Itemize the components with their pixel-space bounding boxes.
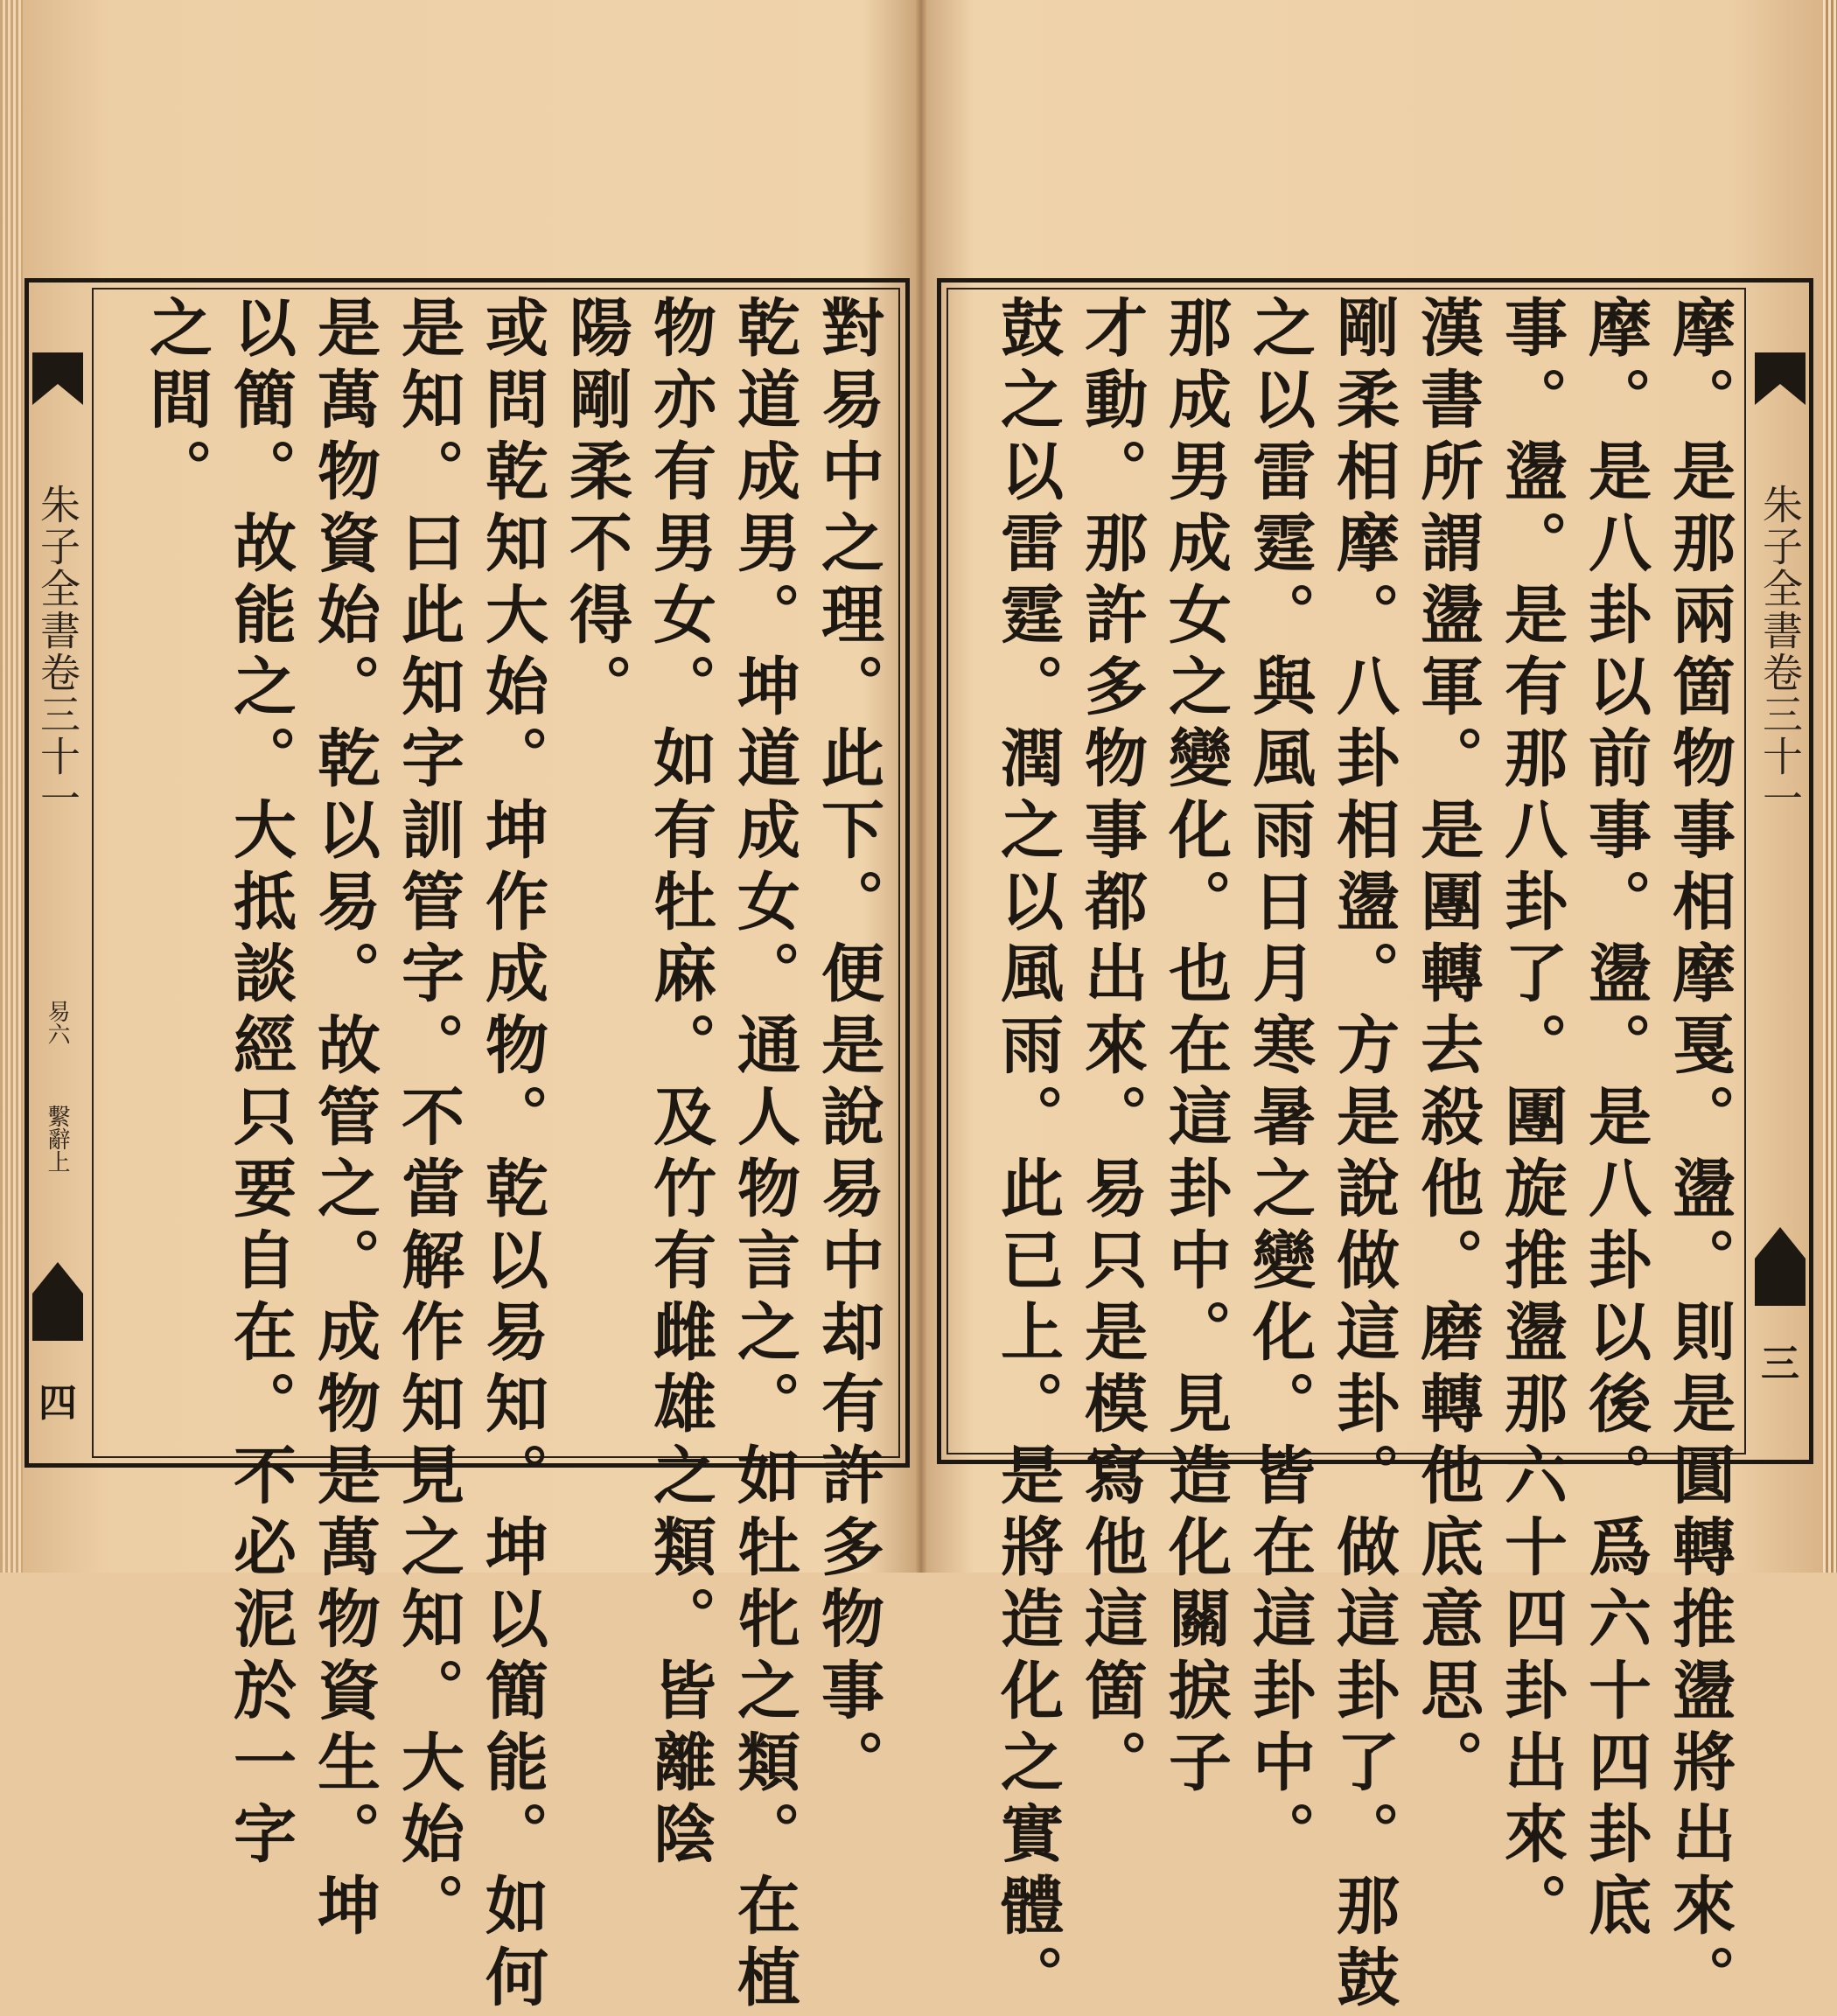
text-column: 摩。是八卦以前事。盪。是八卦以後。爲六十四卦底 xyxy=(1578,295,1652,1944)
text-column: 漢書所謂盪軍。是團轉去殺他。磨轉他底意思。 xyxy=(1410,295,1484,1801)
page-edges-right xyxy=(1823,0,1837,1573)
text-column: 陽剛柔不得。 xyxy=(559,295,633,725)
text-column: 那成男成女之變化。也在這卦中。見造化關捩子 xyxy=(1158,295,1233,1801)
left-folio-number: 四 xyxy=(38,1381,77,1426)
text-column: 以簡。故能之。大抵談經只要自在。不必泥於一字 xyxy=(223,295,297,1873)
left-text-body xyxy=(97,295,890,2016)
text-column: 物亦有男女。如有牡麻。及竹有雌雄之類。皆離陰 xyxy=(643,295,717,1873)
lower-fish-tail-mark xyxy=(32,1262,83,1341)
left-gutter-section: 易六 xyxy=(44,1000,70,1045)
text-column: 之以雷霆。與風雨日月寒暑之變化。皆在這卦中。 xyxy=(1242,295,1317,1873)
text-column: 是萬物資始。乾以易。故管之。成物是萬物資生。坤 xyxy=(307,295,381,1944)
text-column: 剛柔相摩。八卦相盪。方是說做這卦。做這卦了。那鼓 xyxy=(1326,295,1400,2016)
left-gutter-book-title: 朱子全書卷三十一 xyxy=(34,484,81,820)
lower-fish-tail-mark xyxy=(1755,1227,1806,1306)
left-page-gutter xyxy=(29,283,87,1463)
left-gutter-chapter: 繫辭上 xyxy=(44,1105,70,1173)
text-column: 或問乾知大始。坤作成物。乾以易知。坤以簡能。如何 xyxy=(475,295,549,2016)
text-column: 之間。 xyxy=(139,295,213,510)
right-page xyxy=(937,278,1813,2016)
right-text-body xyxy=(957,295,1741,2016)
text-column: 乾道成男。坤道成女。通人物言之。如牡牝之類。在植 xyxy=(727,295,801,2016)
left-page xyxy=(24,278,910,2016)
text-column: 才動。那許多物事都出來。易只是模寫他這箇。 xyxy=(1074,295,1149,1801)
book-spine-fold xyxy=(916,0,926,1573)
page-edges-left xyxy=(0,0,23,1573)
text-column: 是知。曰此知字訓管字。不當解作知見之知。大始。 xyxy=(391,295,465,1944)
text-column: 摩。是那兩箇物事相摩戛。盪。則是圓轉推盪將出來。 xyxy=(1662,295,1736,2016)
text-column: 事。盪。是有那八卦了。團旋推盪那六十四卦出來。 xyxy=(1494,295,1568,1944)
right-folio-number: 三 xyxy=(1761,1342,1799,1386)
upper-fish-tail-mark xyxy=(32,352,83,405)
text-column: 鼓之以雷霆。潤之以風雨。此已上。是將造化之實體。 xyxy=(990,295,1065,2016)
upper-fish-tail-mark xyxy=(1755,352,1806,405)
right-page-gutter xyxy=(1751,283,1809,1460)
right-gutter-book-title: 朱子全書卷三十一 xyxy=(1757,484,1804,820)
text-column: 對易中之理。此下。便是說易中却有許多物事。 xyxy=(811,295,885,1801)
